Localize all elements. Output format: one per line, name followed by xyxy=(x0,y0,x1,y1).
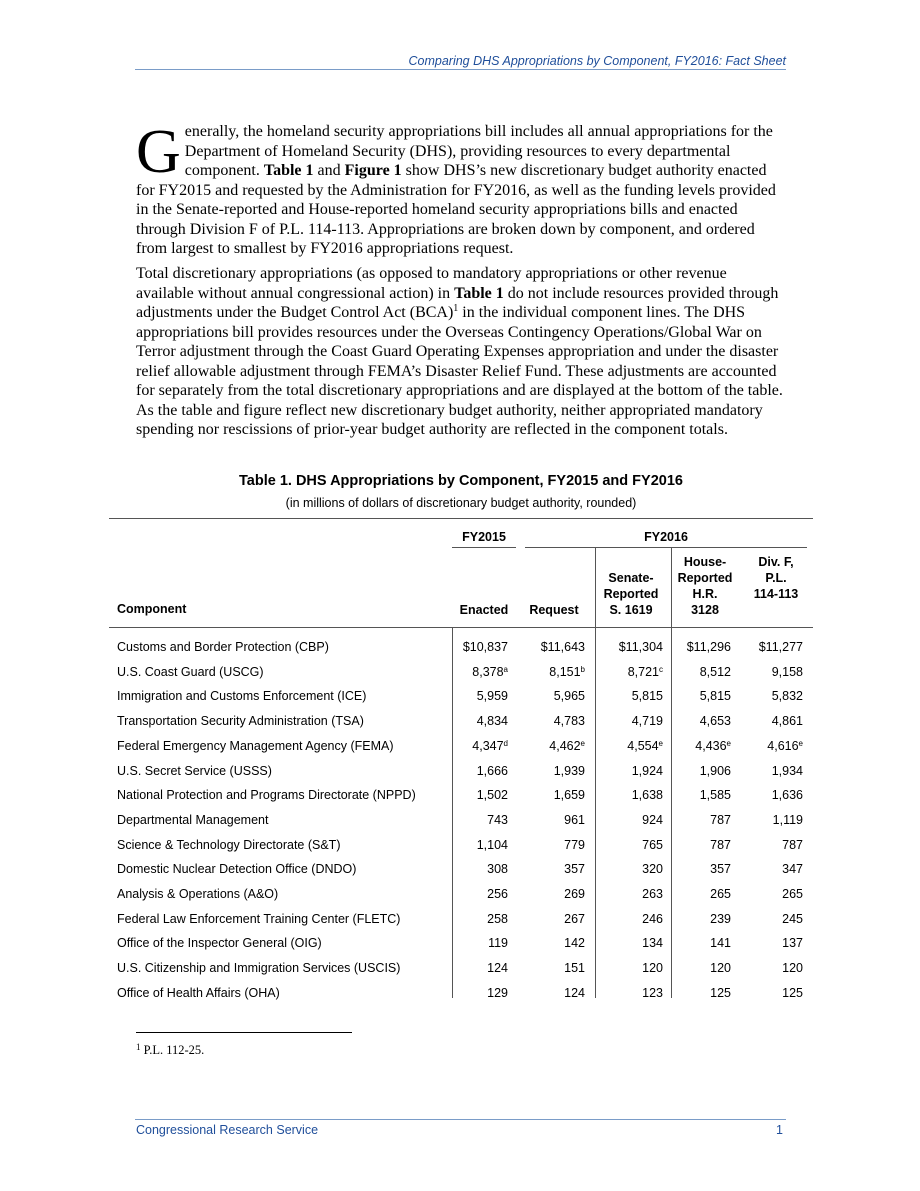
footnote: $^1$ P.L. 112-25. xyxy=(136,1042,205,1057)
cell-divf: 347 xyxy=(782,862,803,877)
cell-senate: 924 xyxy=(642,812,663,827)
col-header-divf: Div. F, P.L. 114-113 xyxy=(753,555,799,601)
cell-house: 8,512 xyxy=(699,664,731,679)
cell-senate: 1,638 xyxy=(631,788,663,803)
cell-divf: 137 xyxy=(782,936,803,951)
fy2016-underline xyxy=(525,547,807,548)
cell-request: 124 xyxy=(564,985,585,1000)
appropriations-table xyxy=(109,518,813,998)
cell-house: 265 xyxy=(710,887,731,901)
header-rule xyxy=(135,69,786,70)
group-header-fy2016: FY2016 xyxy=(644,530,688,544)
table-title: Table 1. DHS Appropriations by Component, FY2015 and FY2016 xyxy=(239,473,683,489)
cell-house: 5,815 xyxy=(699,689,731,704)
cell-request: 267 xyxy=(564,911,585,926)
cell-senate: 246 xyxy=(642,911,663,926)
cell-request: 1,659 xyxy=(553,788,585,803)
cell-enacted: 1,666 xyxy=(476,763,508,778)
table-subtitle: (in millions of dollars of discretionary budget authority, rounded) xyxy=(285,496,637,510)
table-row xyxy=(109,956,813,980)
table-top-rule xyxy=(109,518,813,519)
cell-divf: 120 xyxy=(782,961,803,976)
component-name: National Protection and Programs Directorate (NPPD) xyxy=(117,788,416,803)
footer-rule xyxy=(135,1119,786,1120)
cell-senate: 8,721$^c$ xyxy=(627,664,663,679)
component-name: Departmental Management xyxy=(117,812,269,827)
cell-enacted: 5,959 xyxy=(476,689,508,704)
cell-enacted: 119 xyxy=(488,936,508,951)
cell-enacted: 129 xyxy=(487,985,508,1000)
cell-house: 787 xyxy=(710,812,731,827)
table-1-ref: Table 1 xyxy=(263,162,314,179)
component-name: Customs and Border Protection (CBP) xyxy=(117,640,329,654)
cell-request: 269 xyxy=(564,887,585,901)
cell-enacted: 1,502 xyxy=(476,788,508,803)
cell-enacted: $10,837 xyxy=(462,640,508,654)
footnote-rule xyxy=(136,1032,352,1033)
cell-request: 8,151$^b$ xyxy=(549,664,585,679)
cell-senate: 4,554e xyxy=(627,738,663,753)
cell-senate: 4,719 xyxy=(631,714,663,729)
table-row xyxy=(109,709,813,733)
cell-enacted: 1,104 xyxy=(476,837,508,852)
cell-house: 120 xyxy=(710,961,731,976)
cell-divf: 787 xyxy=(782,837,803,852)
table-footnote-marker: c xyxy=(659,664,663,674)
cell-request: 5,965 xyxy=(553,689,585,704)
col-header-component: Component xyxy=(117,602,187,616)
footer-publisher: Congressional Research Service xyxy=(136,1123,319,1137)
cell-house: 4,653 xyxy=(699,714,731,729)
cell-house: 1,906 xyxy=(699,763,731,778)
cell-senate: 120 xyxy=(642,961,663,976)
component-name: Federal Emergency Management Agency (FEMA) xyxy=(117,738,394,753)
cell-senate: 123 xyxy=(642,985,663,1000)
cell-divf: 265 xyxy=(782,887,803,901)
cell-enacted: 124 xyxy=(487,961,508,976)
cell-enacted: 4,834 xyxy=(476,714,508,729)
cell-divf: 9,158 xyxy=(771,664,803,679)
table-row xyxy=(109,635,813,659)
cell-divf: 1,934 xyxy=(771,763,803,778)
table-row xyxy=(109,660,813,684)
cell-senate: 765 xyxy=(642,837,663,852)
component-name: U.S. Secret Service (USSS) xyxy=(117,763,272,778)
table-footnote-marker: d xyxy=(503,738,508,748)
page-number: 1 xyxy=(776,1123,783,1137)
cell-senate: 263 xyxy=(642,887,663,901)
component-name: Analysis & Operations (A&O) xyxy=(117,887,279,901)
running-header: Comparing DHS Appropriations by Component, FY2016: Fact Sheet xyxy=(408,54,786,68)
table-footnote-marker: e xyxy=(798,738,803,748)
component-name: Office of Health Affairs (OHA) xyxy=(117,985,280,1000)
cell-senate: 134 xyxy=(642,936,663,951)
component-name: Federal Law Enforcement Training Center (FLETC) xyxy=(117,911,401,926)
table-row xyxy=(109,808,813,832)
cell-request: 357 xyxy=(564,862,585,877)
cell-house: 239 xyxy=(710,911,731,926)
component-name: Transportation Security Administration (TSA) xyxy=(117,714,364,729)
component-name: Science & Technology Directorate (S&T) xyxy=(117,837,341,852)
table-footnote-marker: e xyxy=(580,738,585,748)
cell-enacted: 256 xyxy=(487,887,508,901)
cell-divf: 1,119 xyxy=(772,812,803,827)
cell-divf: 5,832 xyxy=(771,689,803,704)
cell-enacted: 743 xyxy=(487,812,508,827)
intro-paragraph: Generally, the homeland security appropriations bill includes all annual appropriations for the Department of Homeland Security (DHS), providing resources to every departmental component. Table 1 and Figure 1 show DHS’s new discretionary budget authority enacted for FY2015 and requested by the Administration for FY2016, as well as the funding levels provided in the Senate-reported and House-reported homeland security appropriations bills and enacted through Division F of P.L. 114-113. Appropriations are broken down by component, and ordered from largest to smallest by FY2016 appropriations request. xyxy=(136,118,776,257)
table-row xyxy=(109,759,813,783)
table-row xyxy=(109,882,813,906)
cell-request: 1,939 xyxy=(553,763,585,778)
table-row xyxy=(109,907,813,931)
component-name: Domestic Nuclear Detection Office (DNDO) xyxy=(117,862,357,877)
table-row xyxy=(109,931,813,955)
table-row xyxy=(109,783,813,807)
cell-divf: 125 xyxy=(782,985,803,1000)
table-row xyxy=(109,734,813,758)
figure-1-ref: Figure 1 xyxy=(344,162,402,179)
cell-senate: $11,304 xyxy=(618,640,663,654)
component-name: Office of the Inspector General (OIG) xyxy=(117,936,322,951)
cell-house: 787 xyxy=(710,837,731,852)
footnote-ref[interactable]: 1 xyxy=(453,303,459,314)
col-header-enacted: Enacted xyxy=(459,603,509,617)
cell-house: 357 xyxy=(710,862,731,877)
col-header-house: House- Reported H.R. 3128 xyxy=(677,555,733,617)
cell-request: 4,783 xyxy=(553,714,585,729)
cell-senate: 5,815 xyxy=(631,689,663,704)
cell-house: 125 xyxy=(710,985,731,1000)
cell-senate: 320 xyxy=(642,862,663,877)
col-header-senate: Senate- Reported S. 1619 xyxy=(603,571,659,617)
cell-request: 961 xyxy=(564,812,585,827)
cell-house: $11,296 xyxy=(686,640,731,654)
component-name: Immigration and Customs Enforcement (ICE) xyxy=(117,689,367,704)
cell-request: 142 xyxy=(564,936,585,951)
table-footnote-marker: e xyxy=(726,738,731,748)
cell-request: $11,643 xyxy=(540,640,585,654)
table-row xyxy=(109,684,813,708)
group-header-fy2015: FY2015 xyxy=(462,530,506,544)
cell-senate: 1,924 xyxy=(631,763,663,778)
col-header-request: Request xyxy=(529,603,579,617)
table-1-ref: Table 1 xyxy=(454,284,504,302)
cell-divf: $11,277 xyxy=(758,640,803,654)
table-footnote-marker: e xyxy=(658,738,663,748)
discretionary-paragraph: Total discretionary appropriations (as opposed to mandatory appropriations or other revenue available without annual congressional action) in Table 1 do not include resources provided through adjustments under the Budget Control Act (BCA)$^1$ in the individual component lines. The DHS appropriations bill provides resources under the Overseas Contingency Operations/Global War on Terror adjustment through the Coast Guard Operating Expenses appropriation and under the disaster relief allowable adjustment through FEMA’s Disaster Relief Fund. These adjustments are accounted for separately from the total discretionary appropriations and are displayed at the bottom of the table. As the table and figure reflect new discretionary budget authority, neither appropriated mandatory spending nor rescissions of prior-year budget authority are reflected in the component totals. xyxy=(136,265,783,438)
cell-enacted: 8,378$^a$ xyxy=(472,664,508,679)
component-name: U.S. Coast Guard (USCG) xyxy=(117,664,264,679)
drop-cap: G xyxy=(136,118,181,186)
cell-divf: 4,616e xyxy=(767,738,803,753)
cell-enacted: 258 xyxy=(487,911,508,926)
table-footnote-marker: a xyxy=(503,664,508,674)
fy2015-underline xyxy=(452,547,516,548)
component-name: U.S. Citizenship and Immigration Services (USCIS) xyxy=(117,961,401,976)
cell-divf: 245 xyxy=(782,911,803,926)
cell-request: 4,462e xyxy=(549,738,585,753)
cell-house: 4,436e xyxy=(695,738,731,753)
table-row xyxy=(109,981,813,1005)
cell-house: 1,585 xyxy=(699,788,731,803)
cell-enacted: 4,347$^d$ xyxy=(472,738,508,753)
header-bottom-rule xyxy=(109,627,813,628)
table-row xyxy=(109,857,813,881)
cell-request: 779 xyxy=(564,837,585,852)
cell-divf: 1,636 xyxy=(771,788,803,803)
cell-request: 151 xyxy=(564,961,585,976)
table-footnote-marker: b xyxy=(580,664,585,674)
cell-enacted: 308 xyxy=(487,862,508,877)
cell-divf: 4,861 xyxy=(771,714,803,729)
table-row xyxy=(109,833,813,857)
cell-house: 141 xyxy=(710,936,731,951)
